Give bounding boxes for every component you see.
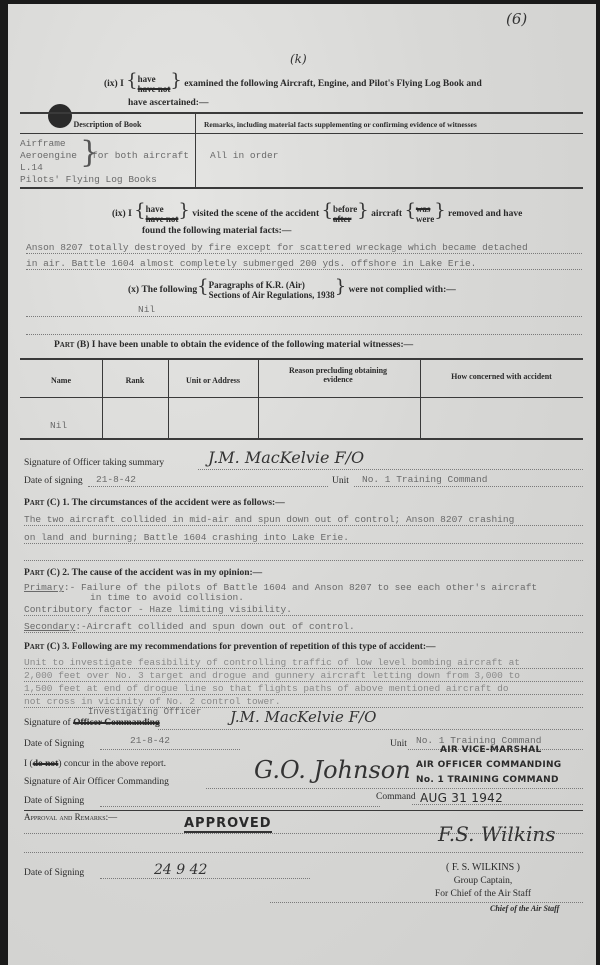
summary-unit-label: Unit [332,476,349,486]
approval-date-label: Date of Signing [24,868,85,878]
col-divider [258,360,259,438]
books-group-note: for both aircraft [92,150,189,161]
dotted-line [24,615,583,616]
section-x-value: Nil [138,304,156,315]
officer-unit: No. 1 Training Command [416,735,542,746]
accident-report-page [8,4,596,965]
header-name: Name [51,376,71,385]
remarks-value: All in order [210,150,279,161]
officer-signature: J.M. MacKelvie F/O [230,708,377,726]
approval-divider [24,810,583,811]
dotted-line [354,486,583,487]
aoc-command-label: Command [376,792,416,802]
officer-date-label: Date of Signing [24,739,85,749]
section-ix-examined: (ix) I {have have not} examined the following Aircraft, Engine, and Pilot's Flying Log Book and [104,70,482,94]
officer-signature-label: Signature of Officer Commanding [24,718,160,728]
col-divider [168,360,169,438]
aoc-date-label: Date of Signing [24,796,85,806]
section-ix-visited: (ix) I {have have not} visited the scene of the accident {before after } aircraft {was were} removed and have [112,200,523,224]
part-c1-title: Part (C) 1. The circumstances of the accident were as follows:— [24,498,285,508]
dotted-line [24,852,583,853]
sub-marker: (k) [290,52,307,66]
printed-title: Chief of the Air Staff [490,904,560,913]
part-c3-line-2: 2,000 feet over No. 3 target and drogue and gunnery aircraft letting down from 3,000 to [24,670,520,681]
dotted-line [100,878,310,879]
dotted-line [24,543,583,544]
dotted-line [412,804,583,805]
dotted-line [88,486,328,487]
dotted-line [24,560,583,561]
part-c3-line-4: not cross in vicinity of No. 2 control tower. [24,696,281,707]
table-header-rule [20,133,583,134]
signer-rank: Group Captain, [453,876,513,886]
part-c2-secondary: Secondary:-Aircraft collided and spun down out of control. [24,621,355,632]
table-bottom-rule [20,187,583,189]
approval-date: 24 9 42 [154,862,208,878]
part-b-bottom-rule [20,438,583,440]
aoc-stamp-line-1: AIR VICE-MARSHAL [440,745,542,755]
header-rank: Rank [125,376,145,385]
header-description: Description of Book [73,120,142,129]
dotted-line [24,632,583,633]
dotted-line [100,749,240,750]
approved-stamp: APPROVED [184,816,272,831]
summary-date-label: Date of signing [24,476,83,486]
aoc-stamp-line-2: AIR OFFICER COMMANDING [416,760,562,770]
dotted-line [24,525,583,526]
part-b-top-rule [20,358,583,360]
header-how-concerned: How concerned with accident [451,372,552,381]
dotted-line [206,788,583,789]
dotted-line [100,806,380,807]
dotted-line [24,681,583,682]
part-c2-primary-cont: in time to avoid collision. [90,592,244,603]
header-unit: Unit or Address [186,376,240,385]
dotted-line [26,334,582,335]
investigating-officer-insert: Investigating Officer [88,707,202,717]
part-c2-primary: Primary:- Failure of the pilots of Battle 1604 and Anson 8207 to see each other's aircraft [24,582,538,593]
approval-signature: F.S. Wilkins [438,822,556,846]
summary-unit: No. 1 Training Command [362,474,488,485]
section-x: (x) The following{Paragraphs of K.R. (Air) Sections of Air Regulations, 1938} were not complied with:— [128,276,456,300]
books-list: Airframe Aeroengine L.14 Pilots' Flying Log Books [20,138,157,185]
facts-line-2: in air. Battle 1604 almost completely submerged 200 yds. offshore in Lake Erie. [26,258,477,269]
dotted-line [26,316,582,317]
page-number: (6) [506,10,528,28]
part-c3-line-1: Unit to investigate feasibility of controlling traffic of low level bombing aircraft at [24,657,520,668]
section-ix-examined-cont: have ascertained:— [128,98,209,108]
part-c3-title: Part (C) 3. Following are my recommendations for prevention of repetition of this type of accident:— [24,642,436,652]
summary-signature-label: Signature of Officer taking summary [24,458,165,468]
part-c2-contributory: Contributory factor - Haze limiting visibility. [24,604,292,615]
signer-name: ( F. S. WILKINS ) [445,862,520,873]
part-c2-title: Part (C) 2. The cause of the accident was in my opinion:— [24,568,263,578]
part-c3-line-3: 1,500 feet at end of drogue line so that flights paths of above mentioned aircraft do [24,683,509,694]
dotted-line [24,694,583,695]
part-c1-line-2: on land and burning; Battle 1604 crashing into Lake Erie. [24,532,349,543]
table-divider [195,114,196,188]
aoc-concur: I (do not) concur in the above report. [24,759,166,769]
aoc-stamp-date: AUG 31 1942 [420,791,504,805]
dotted-line [26,269,582,270]
approval-label: Approval and Remarks:— [24,812,118,822]
facts-line-1: Anson 8207 totally destroyed by fire except for scattered wreckage which became detached [26,242,528,253]
brace-icon: } [80,135,100,170]
part-b-title: Part (B) I have been unable to obtain the evidence of the following material witnesses:— [54,340,414,350]
col-divider [102,360,103,438]
dotted-line [270,902,583,903]
summary-signature: J.M. MacKelvie F/O [208,448,365,467]
section-ix-visited-cont: found the following material facts:— [142,226,292,236]
aoc-stamp-line-3: No. 1 TRAINING COMMAND [416,775,559,785]
dotted-line [158,729,583,730]
dotted-line [26,253,582,254]
aoc-signature: G.O. Johnson [254,756,411,784]
summary-date: 21-8-42 [96,474,136,485]
witness-name: Nil [50,420,68,431]
officer-date: 21-8-42 [130,735,170,746]
part-c1-line-1: The two aircraft collided in mid-air and spun down out of control; Anson 8207 crashing [24,514,515,525]
aoc-signature-label: Signature of Air Officer Commanding [24,777,169,787]
officer-unit-label: Unit [390,739,407,749]
dotted-line [198,469,583,470]
part-b-header-rule [20,397,583,398]
header-remarks: Remarks, including material facts supplementing or confirming evidence of witnesses [204,120,477,129]
table-top-rule [20,112,583,114]
header-reason: Reason precluding obtaining evidence [288,366,388,384]
signer-for: For Chief of the Air Staff [434,889,532,899]
dotted-line [24,668,583,669]
